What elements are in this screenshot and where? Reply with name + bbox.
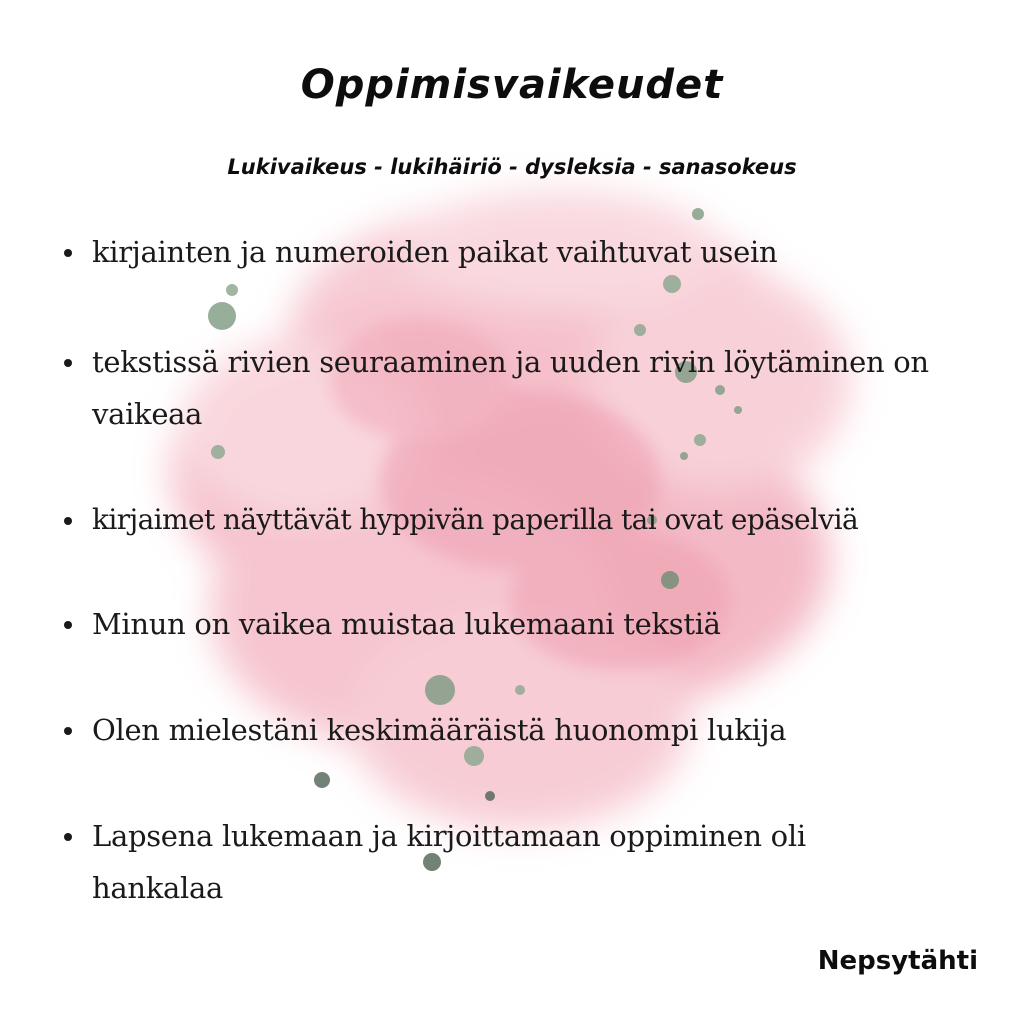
list-item-text: Minun on vaikea muistaa lukemaani tekstiä: [92, 607, 721, 641]
list-item: [60, 598, 990, 650]
list-item-text: kirjainten ja numeroiden paikat vaihtuvat usein: [92, 235, 778, 269]
page-title: Oppimisvaikeudet: [300, 62, 724, 108]
bullet-dot-icon: [64, 517, 72, 525]
list-item: [60, 336, 990, 440]
list-item: [60, 810, 990, 914]
bullet-dot-icon: [64, 359, 72, 367]
brand-name: Nepsytähti: [817, 946, 978, 976]
bullet-dot-icon: [64, 621, 72, 629]
list-item-text: Lapsena lukemaan ja kirjoittamaan oppiminen oli hankalaa: [92, 819, 806, 905]
list-item-text: tekstissä rivien seuraaminen ja uuden rivin löytäminen on vaikeaa: [92, 345, 929, 431]
bullet-dot-icon: [64, 249, 72, 257]
list-item-text: kirjaimet näyttävät hyppivän paperilla tai ovat epäselviä: [92, 503, 859, 536]
bullet-dot-icon: [64, 833, 72, 841]
list-item-text: Olen mielestäni keskimääräistä huonompi lukija: [92, 713, 787, 747]
bullet-dot-icon: [64, 727, 72, 735]
list-item: [60, 494, 990, 546]
page-subtitle: Lukivaikeus - lukihäiriö - dysleksia - sanasokeus: [227, 155, 797, 179]
list-item: [60, 226, 990, 278]
list-item: [60, 704, 990, 756]
